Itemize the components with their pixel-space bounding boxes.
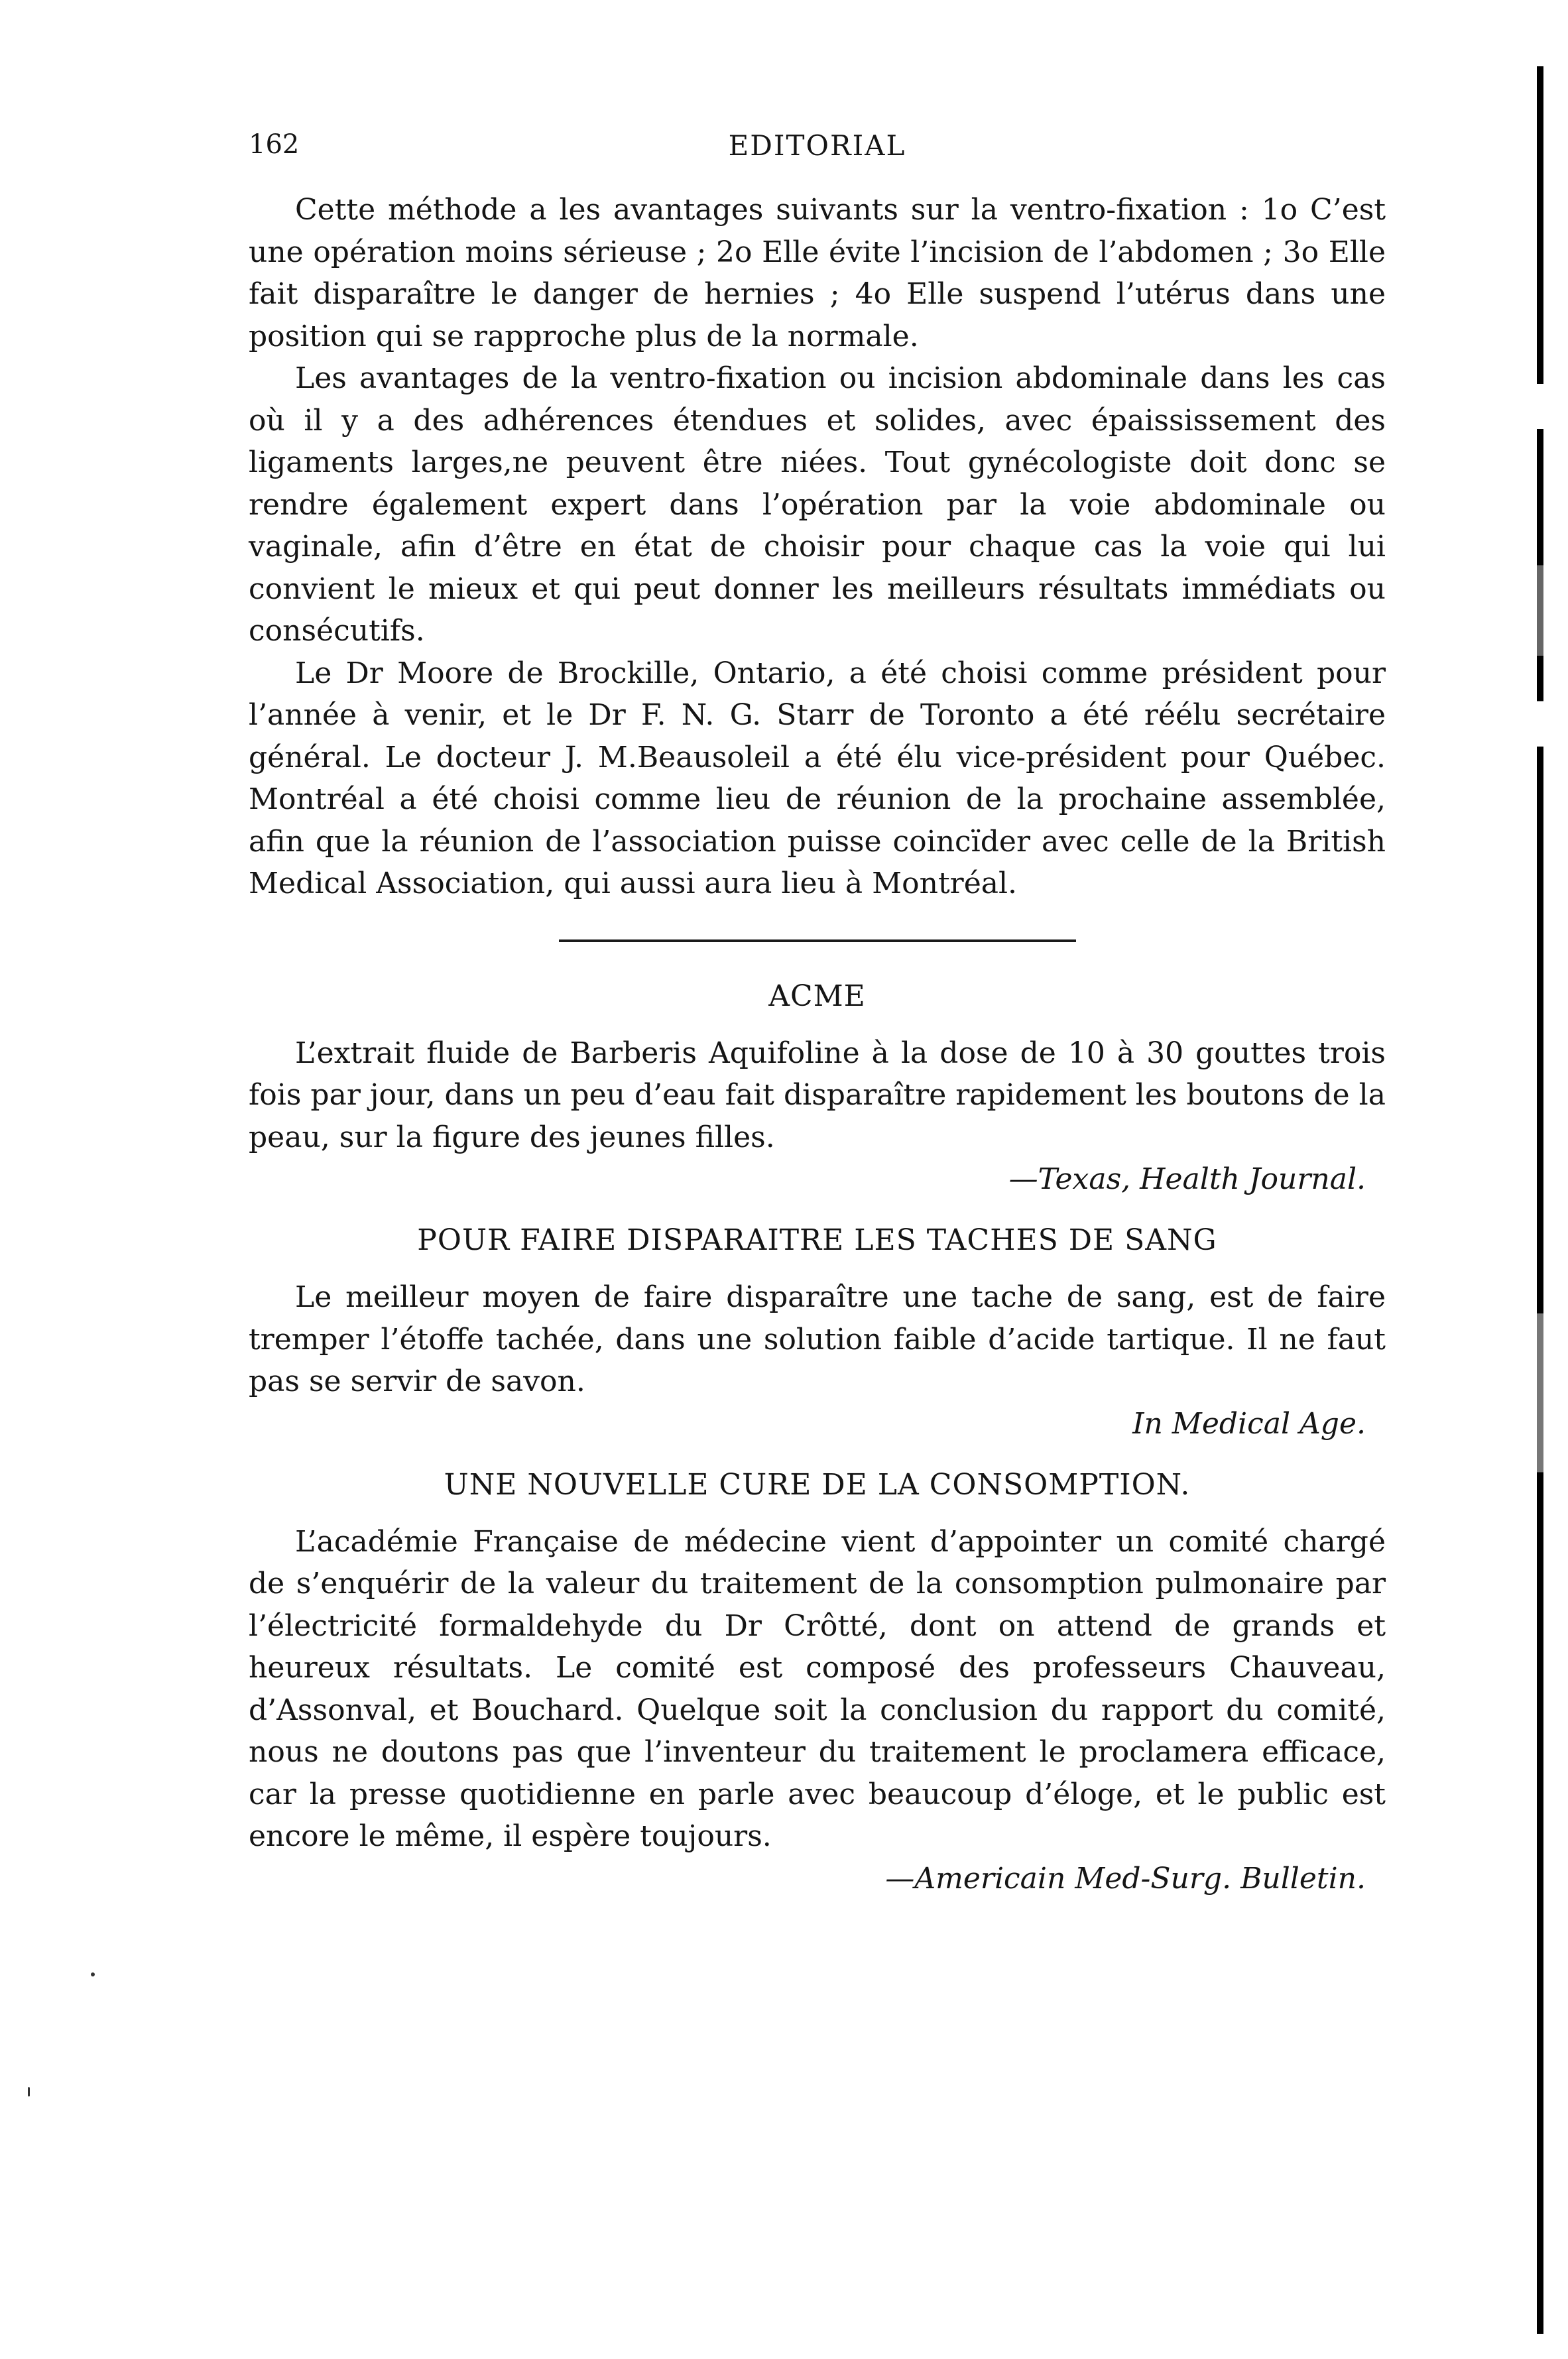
body-paragraph: Les avantages de la ventro-fixation ou incision abdominale dans les cas où il y a des adhérences étendues et solides, avec épaississement des ligaments larges,ne peuvent être niées. Tout gynécologiste doit donc se rendre également expert dans l’opération par la voie abdominale ou vaginale, afin d’être en état de choisir pour chaque cas la voie qui lui convient le mieux et qui peut donner les meilleurs résultats immédiats ou consécutifs. (249, 361, 1386, 648)
running-title: EDITORIAL (728, 129, 906, 162)
page-number: 162 (249, 129, 300, 160)
section-divider (559, 939, 1076, 942)
body-paragraph: Cette méthode a les avantages suivants sur la ventro-fixation : 1o C’est une opération moins sérieuse ; 2o Elle évite l’incision de l’abdomen ; 3o Elle fait disparaître le danger de hernies ; 4o Elle suspend l’utérus dans une position qui se rapproche plus de la normale. (249, 193, 1386, 353)
running-header (249, 129, 1386, 176)
body-paragraph: Le Dr Moore de Brockille, Ontario, a été choisi comme président pour l’année à venir, et le Dr F. N. G. Starr de Toronto a été réélu secrétaire général. Le docteur J. M.Beausoleil a été élu vice-président pour Québec. Montréal a été choisi comme lieu de réunion de la prochaine assemblée, afin que la réunion de l’association puisse coincïder avec celle de la British Medical Association, qui aussi aura lieu à Montréal. (249, 656, 1386, 900)
source-citation: In Medical Age. (1132, 1406, 1366, 1441)
document-page (249, 129, 1386, 2311)
section-heading: POUR FAIRE DISPARAITRE LES TACHES DE SANG (417, 1223, 1217, 1257)
section-paragraph: L’académie Française de médecine vient d’appointer un comité chargé de s’enquérir de la valeur du traitement de la consomption pulmonaire par l’électricité formaldehyde du Dr Crôtté, dont on attend de grands et heureux résultats. Le comité est composé des professeurs Chauveau, d’Assonval, et Bouchard. Quelque soit la conclusion du rapport du comité, nous ne doutons pas que l’inventeur du traitement le proclamera efficace, car la presse quotidienne en parle avec beaucoup d’éloge, et le public est encore le même, il espère toujours. (249, 1524, 1386, 1853)
source-citation: —Americain Med-Surg. Bulletin. (885, 1861, 1366, 1896)
source-citation: —Texas, Health Journal. (1008, 1162, 1366, 1196)
section-heading: ACME (768, 979, 866, 1013)
scan-speck (28, 2087, 30, 2096)
scan-speck (91, 1972, 95, 1976)
section-paragraph: L’extrait fluide de Barberis Aquifoline à la dose de 10 à 30 gouttes trois fois par jour, dans un peu d’eau fait disparaître rapidement les boutons de la peau, sur la figure des jeunes filles. (249, 1036, 1386, 1154)
scan-edge-bar (1537, 66, 1543, 2334)
section-paragraph: Le meilleur moyen de faire disparaître une tache de sang, est de faire tremper l’étoffe tachée, dans une solution faible d’acide tartique. Il ne faut pas se servir de savon. (249, 1280, 1386, 1398)
section-heading: UNE NOUVELLE CURE DE LA CONSOMPTION. (444, 1467, 1191, 1502)
